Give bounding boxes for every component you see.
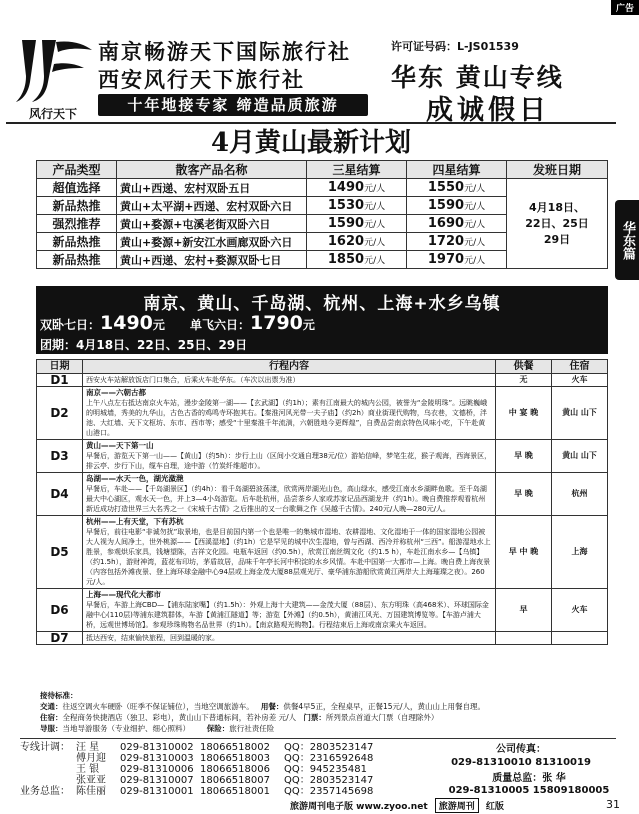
col-header-3star: 三星结算: [307, 161, 407, 179]
itinerary-content: [83, 387, 496, 440]
ad-tag: 广告: [611, 0, 639, 15]
col-header-day: 日期: [37, 360, 83, 374]
contacts-section: [20, 738, 616, 797]
section-side-tab: 华东篇: [615, 200, 639, 280]
promo-price-6day: 1790: [250, 312, 303, 334]
standards-heading: 接待标准：: [40, 691, 78, 700]
itinerary-meal: [496, 632, 552, 645]
header: [6, 22, 616, 125]
col-header-4star: 四星结算: [407, 161, 507, 179]
itinerary-stay: 黄山 山下: [552, 440, 608, 473]
page-footer: [290, 798, 620, 812]
product-type: 新品热推: [37, 251, 117, 269]
logo-text: 风行天下: [28, 107, 77, 121]
product-type: 新品热推: [37, 233, 117, 251]
itinerary-content: [83, 632, 496, 645]
itinerary-title: 岛湖——水天一色，湖光潋滟: [86, 474, 184, 483]
license-number: 许可证号码：L-JS01539: [391, 40, 519, 53]
itinerary-title: 上海——现代化大都市: [86, 590, 161, 599]
col-header-dates: 发班日期: [507, 161, 608, 179]
footer-section: 红版: [485, 802, 504, 812]
col-header-meal: 供餐: [496, 360, 552, 374]
page-number: 31: [606, 798, 620, 811]
itinerary-row: [37, 440, 608, 473]
product-name: 黄山+婺源+屯溪老街双卧六日: [117, 215, 307, 233]
itinerary-meal: 早 晚: [496, 440, 552, 473]
itinerary-text: 抵达西安，结束愉快旅程，回到温暖的家。: [86, 634, 219, 642]
col-header-stay: 住宿: [552, 360, 608, 374]
itinerary-meal: 无: [496, 374, 552, 387]
itinerary-content: [83, 440, 496, 473]
promo-price-7day: 1490: [100, 312, 153, 334]
brand-tagline: 成诚假日: [426, 95, 550, 126]
product-type: 强烈推荐: [37, 215, 117, 233]
standards-line: 导服：当地导游服务（专业细护、细心照料） 保险：旅行社责任险: [40, 724, 275, 733]
itinerary-meal: 中 宴 晚: [496, 387, 552, 440]
itinerary-stay: 火车: [552, 589, 608, 632]
standards-line: 交通：往返空调火车硬卧（旺季不保证铺位），当地空调旅游车。 用餐：供餐4早5正，全程桌早，正餐15元/人，黄山山上用餐自理。: [40, 702, 486, 711]
itinerary-text: 早餐后，车游上海CBD—【浦东陆家嘴】（约1.5h）：外观上海十大建筑——金茂大厦（88层）、东方明珠（高468米）、环球国际金融中心(110层)等浦东建筑群体，车游【黄浦江隧道】等；游览【外滩】（约0.5h），黄浦江风光、万国建筑博览等。【车游卢浦大桥，远观世博场馆】。参观珍珠购物名品世界（约1h）。【南京路观光购物】。行程结束后上海或南京乘火车返回。: [86, 601, 489, 629]
departure-dates: 4月18日、 22日、25日 29日: [507, 179, 608, 269]
table-row: [37, 179, 608, 197]
itinerary-stay: [552, 632, 608, 645]
price-4star: 1550元/人: [407, 179, 507, 197]
route-tagline: 华东 黄山专线: [391, 63, 564, 92]
itinerary-text: 早餐后，前往电影“非诚勿扰”取景地，也是目前国内第一个也是唯一的集城市湿地、农耕湿地、文化湿地于一体的国家湿地公园被大人视为人间净土，世外桃源——【西溪湿地】（约1h）它是罕见的城中次生湿地，曾与西湖、西冷并称杭州“三西”。船游湿地水上胜景，参观烘乐家具，钱塘望陈，吉祥文化园。电瓶车返回（约0.5h），欣赏江南丝绸文化（约1.5 h），车赴江南水乡—【乌镇】（约1.5h），游财神湾，蓝花布印坊，茅盾故居，品味千年亭长河中积淀的水乡风情。车赴中国第一大都市—上海。晚自费上海夜景（内容包括外滩夜景、登上海环球金融中心94层或上海金茂大厦88层观光厅、豪华浦东游船欣赏黄江两岸大上海璀璨之夜）。260元/人。: [86, 528, 491, 586]
itinerary-stay: 黄山 山下: [552, 387, 608, 440]
promo-label-7day: 双卧七日：: [40, 318, 101, 332]
promo-prices: 双卧七日：1490元 单飞六日：1790元: [40, 312, 315, 334]
itinerary-day: D4: [37, 473, 83, 516]
price-3star: 1850元/人: [307, 251, 407, 269]
page-title: 4月黄山最新计划: [6, 122, 616, 160]
price-table: [36, 160, 608, 269]
product-name: 黄山+婺源+新安江水画廊双卧六日: [117, 233, 307, 251]
promo-label-6day: 单飞六日：: [190, 318, 251, 332]
footer-badge: 旅游周刊: [435, 798, 479, 813]
promo-dates: 团期：4月18日、22日、25日、29日: [40, 338, 248, 352]
itinerary-header: [37, 360, 608, 374]
itinerary-row: [37, 632, 608, 645]
product-type: 新品热推: [37, 197, 117, 215]
itinerary-title: 杭州——上有天堂，下有苏杭: [86, 517, 184, 526]
contact-row: 王 银 029-81310006 18066518006 QQ：945235481: [76, 764, 368, 775]
itinerary-meal: 早: [496, 589, 552, 632]
product-name: 黄山+太平湖+西递、宏村双卧六日: [117, 197, 307, 215]
itinerary-text: 上午八点左右抵达南京火车站，漫步金陵第一湖——【玄武湖】（约1h）；素有江南最大的城内公园，被誉为“金陵明珠”。远眺巍峨的明城墙，秀美的九华山，古色古香的鸡鸣寺环抱其右。【秦淮河风光带一夫子庙】（约2h）商业街现代购物，乌衣巷，文德桥，泮池、大红墙、天下文枢坊、东市、西市等；感受“十里秦淮千年流淌，六朝胜地今更辉煌”，自费品尝南京特色风味小吃，下午赴黄山港口。: [86, 399, 488, 437]
itinerary-text: 早餐后，游览天下第一山——【黄山】（约5h）：步行上山（区间小交通自理38元/位）游始信峰，梦笔生花，猴子观海，西海景区，排云亭、步行下山，缆车自理，途中游（竹炭纤维超市）。: [86, 452, 492, 470]
itinerary-day: D2: [37, 387, 83, 440]
price-3star: 1590元/人: [307, 215, 407, 233]
col-header-product: 散客产品名称: [117, 161, 307, 179]
contact-row: 业务总监： 陈佳丽 029-81310001 18066518001 QQ：2357145698: [20, 786, 374, 797]
promo-route: 南京、黄山、千岛湖、杭州、上海+水乡乌镇: [143, 294, 501, 314]
service-standards: [40, 690, 608, 734]
price-4star: 1720元/人: [407, 233, 507, 251]
price-table-header: [37, 161, 608, 179]
itinerary-content: [83, 473, 496, 516]
col-header-content: 行程内容: [83, 360, 496, 374]
itinerary-text: 早餐后，车赴——【千岛湖景区】（约4h）：看千岛湖碧波荡漾，欣赏两岸湖光山色，高山绿水，感受江南水乡湖畔鱼歌。至千岛湖最大中心湖区，观水天一色，并上3—4小岛游览。后车赴杭州，品尝茶乡人家或苏家记品西湖龙井（约1h）。晚自费推荐观看杭州新近成功打造世界三大名秀之一《宋城千古情》之后推出的又一台歌舞之作《吴越千古情》。240元/人晚—280元/人。: [86, 485, 487, 513]
itinerary-day: D5: [37, 516, 83, 589]
itinerary-stay: 上海: [552, 516, 608, 589]
itinerary-row: [37, 374, 608, 387]
itinerary-stay: 杭州: [552, 473, 608, 516]
footer-site: 旅游周刊电子版 www.zyoo.net: [290, 802, 428, 812]
price-4star: 1690元/人: [407, 215, 507, 233]
itinerary-title: 黄山——天下第一山: [86, 441, 154, 450]
logo-emblem-icon: [12, 36, 94, 106]
itinerary-row: [37, 516, 608, 589]
quality-director: 质量总监：张 华 029-81310005 15809180005: [448, 773, 610, 796]
slogan-banner: 十年地接专家 缔造品质旅游: [98, 94, 368, 116]
contact-row: 专线计调： 汪 星 029-81310002 18066518002 QQ：2803523147: [20, 742, 374, 753]
promo-banner: [36, 286, 608, 354]
agency-logo: [12, 36, 92, 122]
itinerary-content: [83, 374, 496, 387]
itinerary-day: D6: [37, 589, 83, 632]
contact-list: [20, 742, 430, 797]
agency-name-xian: 西安风行天下旅行社: [98, 68, 305, 92]
itinerary-title: 南京——六朝古都: [86, 388, 146, 397]
col-header-type: 产品类型: [37, 161, 117, 179]
price-3star: 1490元/人: [307, 179, 407, 197]
contact-row: 傅月迎 029-81310003 18066518003 QQ：2316592648: [76, 753, 374, 764]
company-fax: 公司传真： 029-81310010 81310019: [451, 744, 591, 768]
standards-line: 住宿：全程商务快捷酒店（独卫、彩电），黄山山下普通标间，若补房差 元/人 门票：所列景点首道大门票（自理除外）: [40, 713, 439, 722]
itinerary-day: D7: [37, 632, 83, 645]
itinerary-content: [83, 516, 496, 589]
price-3star: 1530元/人: [307, 197, 407, 215]
itinerary-row: [37, 387, 608, 440]
contact-row: 张亚亚 029-81310007 18066518007 QQ：2803523147: [76, 775, 374, 786]
itinerary-text: 西安火车站解放饭店门口集合，后乘火车赴华东。（车次以出票为准）: [86, 376, 300, 384]
product-name: 黄山+西递、宏村双卧五日: [117, 179, 307, 197]
itinerary-table: [36, 359, 608, 645]
product-type: 超值选择: [37, 179, 117, 197]
itinerary-meal: 早 中 晚: [496, 516, 552, 589]
itinerary-day: D1: [37, 374, 83, 387]
itinerary-content: [83, 589, 496, 632]
price-4star: 1970元/人: [407, 251, 507, 269]
itinerary-meal: 早 晚: [496, 473, 552, 516]
itinerary-row: [37, 473, 608, 516]
itinerary-row: [37, 589, 608, 632]
product-name: 黄山+西递、宏村+婺源双卧七日: [117, 251, 307, 269]
itinerary-stay: 火车: [552, 374, 608, 387]
itinerary-day: D3: [37, 440, 83, 473]
agency-name-nanjing: 南京畅游天下国际旅行社: [98, 40, 351, 64]
price-4star: 1590元/人: [407, 197, 507, 215]
price-3star: 1620元/人: [307, 233, 407, 251]
